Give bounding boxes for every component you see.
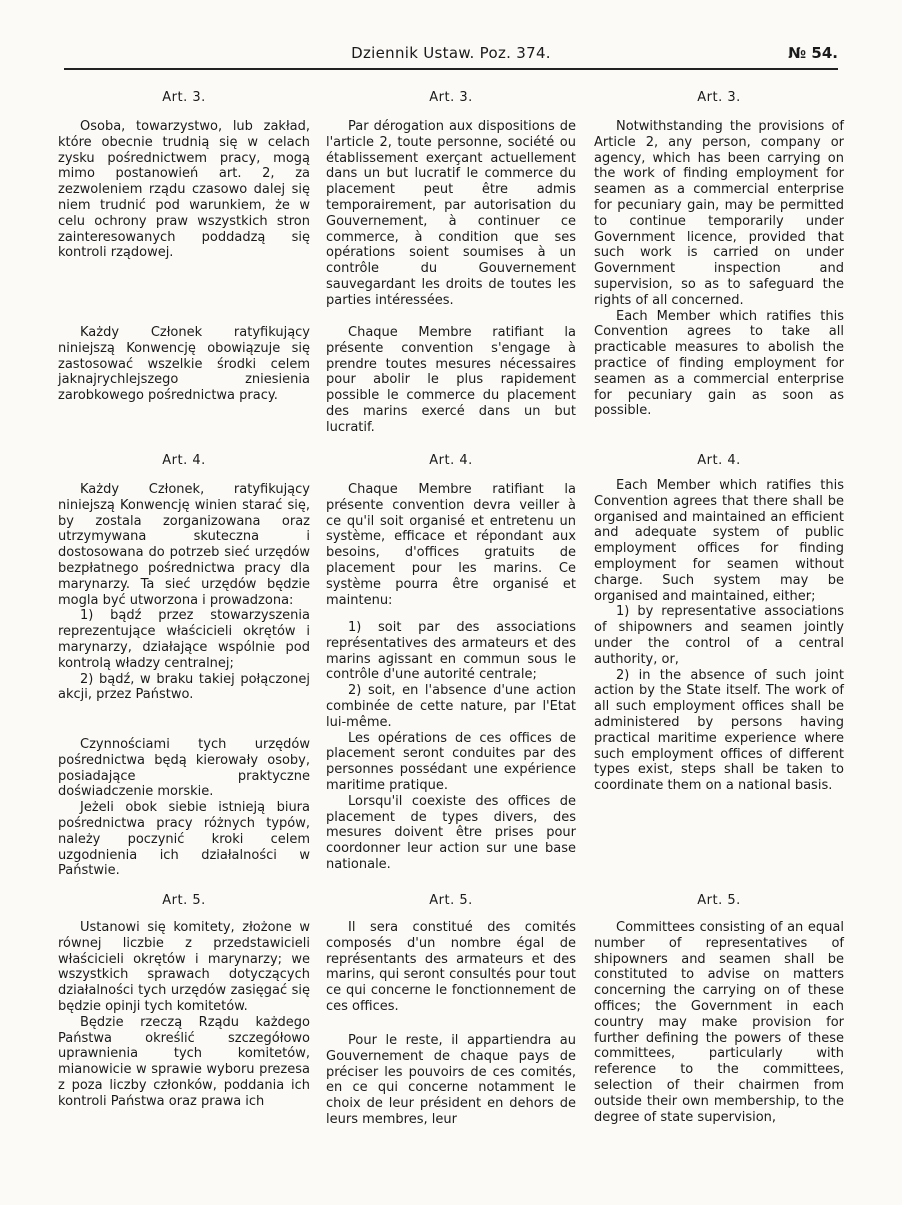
article-3-block [594, 119, 844, 419]
list-item: 2) in the absence of such joint action by the State itself. The work of all such employment offices shall be administered by persons having practical maritime experience where such employment offices of different types exist, steps shall be taken to coordinate them on a national basis. [594, 667, 844, 794]
header-rule [64, 68, 838, 70]
article-heading: Art. 3. [697, 90, 741, 105]
paragraph: Czynnościami tych urzędów pośrednictwa będą kierowały osoby, posiadające praktyczne doświadczenie morskie. [58, 737, 310, 800]
article-4-block-2 [58, 737, 310, 879]
article-heading: Art. 5. [429, 893, 473, 908]
paragraph: Jeżeli obok siebie istnieją biura pośrednictwa pracy różnych typów, należy poczynić kroki celem uzgodnienia ich działalności w Państwie. [58, 800, 310, 879]
article-heading: Art. 5. [162, 893, 206, 908]
paragraph: Każdy Członek ratyfikujący niniejszą Konwencję obowiązuje się zastosować wszelkie środki celem jaknajrychlejszego zniesienia zarobkowego pośrednictwa pracy. [58, 325, 310, 404]
article-heading: Art. 4. [162, 453, 206, 468]
article-heading: Art. 3. [162, 90, 206, 105]
paragraph: Les opérations de ces offices de placement seront conduites par des personnes possédant une expérience maritime pratique. [326, 730, 576, 793]
article-heading: Art. 3. [429, 90, 473, 105]
list-item: 1) bądź przez stowarzyszenia reprezentujące właścicieli okrętów i marynarzy, działające wspólnie pod kontrolą władzy centralnej; [58, 608, 310, 671]
article-heading: Art. 5. [697, 893, 741, 908]
paragraph: Będzie rzeczą Rządu każdego Państwa określić szczegółowo uprawnienia tych komitetów, mianowicie w sprawie wyboru prezesa z poza liczby członków, poddania ich kontroli Państwa oraz prawa ich [58, 1014, 310, 1109]
paragraph: Chaque Membre ratifiant la présente convention devra veiller à ce qu'il soit organisé et entretenu un système, efficace et répondant aux besoins, d'offices gratuits de placement pour les marins. Ce système pourra être organisé et maintenu: [326, 482, 576, 608]
list-item: 1) soit par des associations représentatives des armateurs et des marins agissant en commun sous le contrôle d'une autorité centrale; [326, 620, 576, 683]
paragraph: Notwithstanding the provisions of Article 2, any person, company or agency, which has been carrying on the work of finding employment for seamen as a commercial enterprise for pecuniary gain, may be permitted to continue temporarily under Government licence, provided that such work is carried on under Government inspection and supervision, so as to safeguard the rights of all concerned. [594, 119, 844, 308]
paragraph: Każdy Członek, ratyfikujący niniejszą Konwencję winien starać się, by zostala zorganizowana oraz utrzymywana skuteczna i dostosowana do potrzeb sieć urzędów bezpłatnego pośrednictwa pracy dla marynarzy. Ta sieć urzędów będzie mogla być utworzona i prowadzona: [58, 482, 310, 608]
paragraph: Osoba, towarzystwo, lub zakład, które obecnie trudnią się w celach zysku pośrednictwem pracy, mogą mimo postanowień art. 2, za zezwoleniem rządu czasowo dalej się niem trudnić pod warunkiem, że w celu ochrony praw wszystkich stron zainteresowanych poddadzą się kontroli rządowej. [58, 119, 310, 261]
article-4-block [58, 482, 310, 703]
article-heading: Art. 4. [697, 453, 741, 468]
paragraph: Committees consisting of an equal number of representatives of shipowners and seamen shall be constituted to advise on matters concerning the carrying on of these offices; the Government in each country may make provision for further defining the powers of these committees, particularly with reference to the committees, selection of their chairmen from outside their own membership, to the degree of state supervision, [594, 920, 844, 1125]
journal-title: Dziennik Ustaw. Poz. 374. [351, 44, 551, 62]
list-item: 2) bądź, w braku takiej połączonej akcji, przez Państwo. [58, 671, 310, 703]
list-item: 2) soit, en l'absence d'une action combinée de cette nature, par l'Etat lui-même. [326, 683, 576, 730]
article-5-block [58, 920, 310, 1110]
page-header [64, 44, 838, 70]
issue-number: № 54. [788, 44, 838, 62]
paragraph: Pour le reste, il appartiendra au Gouvernement de chaque pays de préciser les pouvoirs de ces comités, en ce qui concerne notamment le choix de leur président en dehors de leurs membres, leur [326, 1033, 576, 1127]
paragraph: Par dérogation aux dispositions de l'article 2, toute personne, société ou établissement exerçant actuellement dans un but lucratif le commerce du placement peut être admis temporairement, par autorisation du Gouvernement, à continuer ce commerce, à condition que ses opérations soient soumises à un contrôle du Gouvernement sauvegardant les droits de toutes les parties intéressées. [326, 119, 576, 308]
article-4-block [594, 478, 844, 794]
list-item: 1) by representative associations of shipowners and seamen jointly under the control of a central authority, or, [594, 604, 844, 667]
article-4-block [326, 482, 576, 608]
paragraph: Each Member which ratifies this Convention agrees that there shall be organised and maintained an efficient and adequate system of public employment offices for finding employment for seamen without charge. Such system may be organised and maintained, either; [594, 478, 844, 604]
paragraph: Ustanowi się komitety, złożone w równej liczbie z przedstawicieli właścicieli okrętów i marynarzy; we wszystkich sprawach dotyczących działalności tych urzędów zasięgać się będzie opinji tych komitetów. [58, 920, 310, 1014]
article-4-block-2 [326, 620, 576, 873]
paragraph: Il sera constitué des comités composés d'un nombre égal de représentants des armateurs et des marins, qui seront consultés pour tout ce qui concerne le fonctionnement de ces offices. [326, 920, 576, 1014]
article-heading: Art. 4. [429, 453, 473, 468]
paragraph: Lorsqu'il coexiste des offices de placement de types divers, des mesures doivent être prises pour coordonner leur action sur une base nationale. [326, 793, 576, 872]
paragraph: Chaque Membre ratifiant la présente convention s'engage à prendre toutes mesures nécessaires pour abolir le plus rapidement possible le commerce du placement des marins exercé dans un but lucratif. [326, 325, 576, 435]
paragraph: Each Member which ratifies this Convention agrees to take all practicable measures to abolish the practice of finding employment for seamen as a commercial enterprise for pecuniary gain as soon as possible. [594, 308, 844, 419]
